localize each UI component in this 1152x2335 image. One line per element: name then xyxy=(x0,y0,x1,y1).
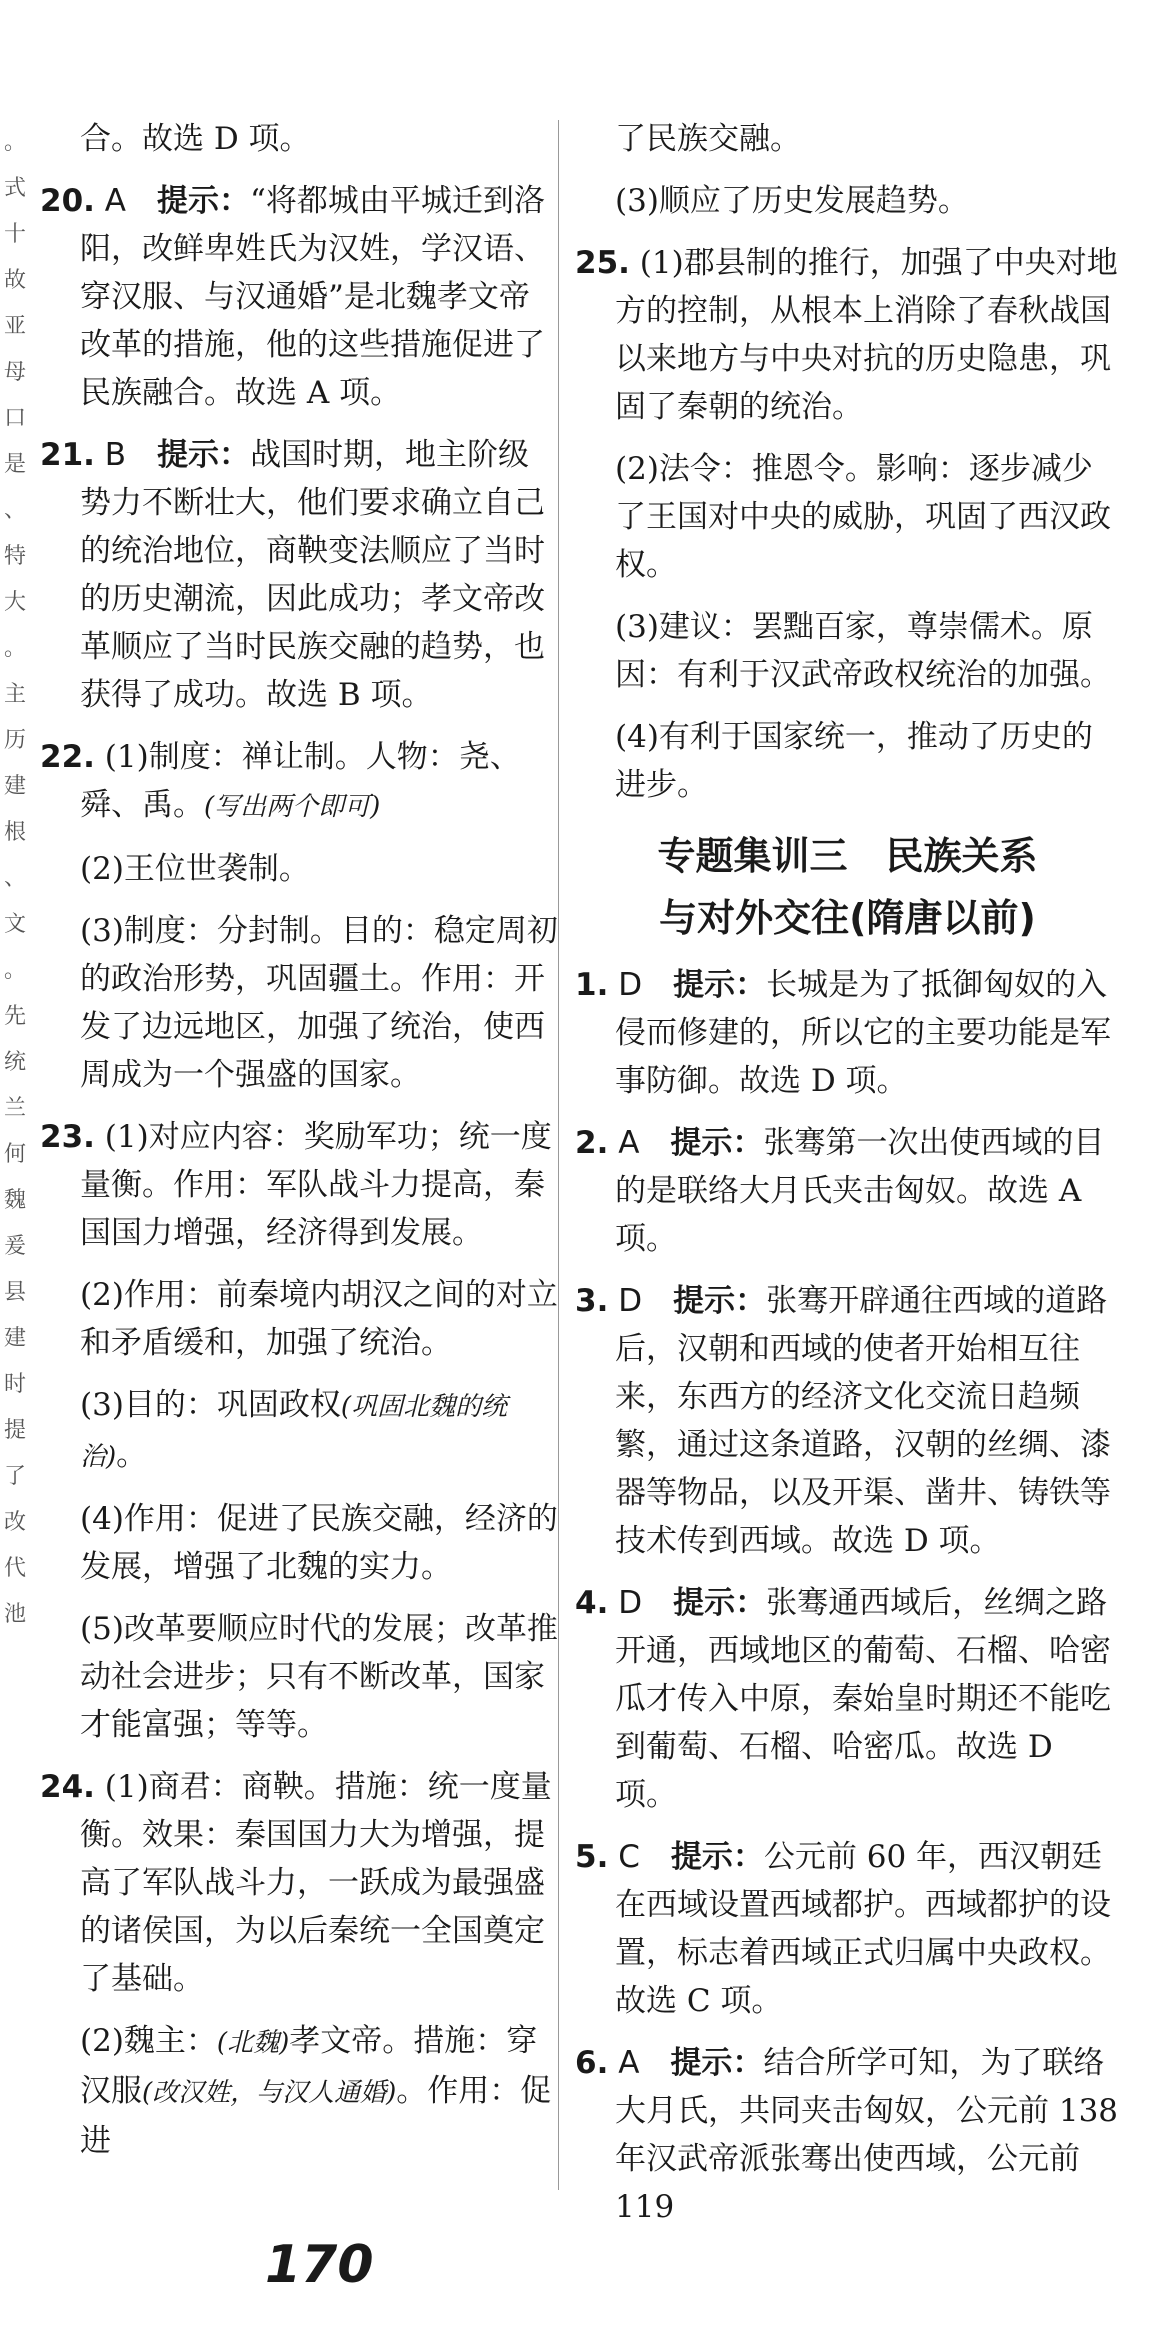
answer-line xyxy=(40,1271,560,1367)
answer-letter: D xyxy=(618,1283,643,1319)
answer-line xyxy=(40,1495,560,1591)
answer-text-tail: 。 xyxy=(116,1437,148,1473)
answer-line xyxy=(40,1605,560,1749)
answer-letter: A xyxy=(618,1125,640,1161)
section-heading-line1: 专题集训三 民族关系 xyxy=(657,834,1038,878)
hint-label: 提示： xyxy=(670,1125,764,1161)
answer-item xyxy=(40,1763,560,2003)
left-column xyxy=(40,115,560,2179)
answer-text: 结合所学可知，为了联络大月氏，共同夹击匈奴，公元前 138 年汉武帝派张骞出使西域，公元前 119 xyxy=(615,2045,1119,2225)
answer-letter: C xyxy=(618,1839,640,1875)
answer-text: 张骞通西域后，丝绸之路开通，西域地区的葡萄、石榴、哈密瓜才传入中原，秦始皇时期还不能吃到葡萄、石榴、哈密瓜。故选 D 项。 xyxy=(615,1585,1111,1813)
hint-label: 提示： xyxy=(670,2045,764,2081)
answer-text: (2)王位世袭制。 xyxy=(80,851,310,887)
hint-label: 提示： xyxy=(673,1585,767,1621)
answer-line xyxy=(575,713,1120,809)
answer-text: (3)制度：分封制。目的：稳定周初的政治形势，巩固疆土。作用：开发了边远地区，加强了统治，使西周成为一个强盛的国家。 xyxy=(80,913,558,1093)
answer-text: (2)作用：前秦境内胡汉之间的对立和矛盾缓和，加强了统治。 xyxy=(80,1277,558,1361)
answer-text: (3)建议：罢黜百家，尊崇儒术。原因：有利于汉武帝政权统治的加强。 xyxy=(615,609,1111,693)
question-number: 5. xyxy=(575,1839,609,1875)
hint-label: 提示： xyxy=(673,1283,767,1319)
answer-note: (写出两个即可) xyxy=(204,792,381,822)
answer-text: 战国时期，地主阶级势力不断壮大，他们要求确立自己的统治地位，商鞅变法顺应了当时的历史潮流，因此成功；孝文帝改革顺应了当时民族交融的趋势，也获得了成功。故选 B 项。 xyxy=(80,437,545,713)
question-number: 2. xyxy=(575,1125,609,1161)
answer-text: (4)作用：促进了民族交融，经济的发展，增强了北魏的实力。 xyxy=(80,1501,558,1585)
answer-text: 了民族交融。 xyxy=(615,121,801,157)
answer-text: 张骞第一次出使西域的目的是联络大月氏夹击匈奴。故选 A 项。 xyxy=(615,1125,1105,1257)
answer-text: (1)郡县制的推行，加强了中央对地方的控制，从根本上消除了春秋战国以来地方与中央对抗的历史隐患，巩固了秦朝的统治。 xyxy=(615,245,1118,425)
answer-text: (2)魏主： xyxy=(80,2023,217,2059)
right-column xyxy=(575,115,1120,2245)
answer-text: (1)制度：禅让制。人物：尧、舜、禹。 xyxy=(80,739,521,823)
answer-line xyxy=(575,177,1120,225)
answer-letter: D xyxy=(618,967,643,1003)
answer-item xyxy=(575,2039,1120,2231)
question-number: 21. xyxy=(40,437,95,473)
answer-text: (1)商君：商鞅。措施：统一度量衡。效果：秦国国力大为增强，提高了军队战斗力，一跃成为最强盛的诸侯国，为以后秦统一全国奠定了基础。 xyxy=(80,1769,552,1997)
question-number: 3. xyxy=(575,1283,609,1319)
right-top-answers xyxy=(575,115,1120,809)
page-number: 170 xyxy=(265,2235,374,2295)
answer-text: 长城是为了抵御匈奴的入侵而修建的，所以它的主要功能是军事防御。故选 D 项。 xyxy=(615,967,1111,1099)
answer-note: (改汉姓，与汉人通婚) xyxy=(142,2078,397,2108)
answer-item xyxy=(40,177,560,417)
answer-item xyxy=(575,961,1120,1105)
answer-text: 公元前 60 年，西汉朝廷在西域设置西域都护。西域都护的设置，标志着西域正式归属中央政权。故选 C 项。 xyxy=(615,1839,1111,2019)
question-number: 24. xyxy=(40,1769,95,1805)
answer-letter: A xyxy=(618,2045,640,2081)
answer-line xyxy=(40,1381,560,1481)
right-bottom-answers xyxy=(575,961,1120,2231)
answer-text: (1)对应内容：奖励军功；统一度量衡。作用：军队战斗力提高，秦国国力增强，经济得到发展。 xyxy=(80,1119,552,1251)
answer-line xyxy=(575,603,1120,699)
answer-line xyxy=(40,907,560,1099)
hint-label: 提示： xyxy=(670,1839,764,1875)
question-number: 1. xyxy=(575,967,609,1003)
hint-label: 提示： xyxy=(157,437,251,473)
answer-text: (4)有利于国家统一，推动了历史的进步。 xyxy=(615,719,1093,803)
question-number: 22. xyxy=(40,739,95,775)
question-number: 23. xyxy=(40,1119,95,1155)
answer-text: (5)改革要顺应时代的发展；改革推动社会进步；只有不断改革，国家才能富强；等等。 xyxy=(80,1611,558,1743)
answer-line xyxy=(575,115,1120,163)
answer-item xyxy=(575,1579,1120,1819)
section-heading xyxy=(575,825,1120,949)
left-margin-fragment: 。 式 十 故 亚 母 口 是 、 特 大 。 主 历 建 根 、 文 。 先 统 兰 何 魏 爰 县 建 时 提 了 改 代 池 xyxy=(3,130,26,1627)
answer-item xyxy=(575,1119,1120,1263)
answer-text: 合。故选 D 项。 xyxy=(80,121,311,157)
answer-text: (3)顺应了历史发展趋势。 xyxy=(615,183,969,219)
answer-item xyxy=(40,1113,560,1257)
answer-letter: D xyxy=(618,1585,643,1621)
hint-label: 提示： xyxy=(673,967,767,1003)
answer-text: (3)目的：巩固政权 xyxy=(80,1387,341,1423)
answer-text: “将都城由平城迁到洛阳，改鲜卑姓氏为汉姓，学汉语、穿汉服、与汉通婚”是北魏孝文帝改革的措施，他的这些措施促进了民族融合。故选 A 项。 xyxy=(80,183,545,411)
answer-item xyxy=(575,239,1120,431)
answer-item xyxy=(40,431,560,719)
answer-text: (2)法令：推恩令。影响：逐步减少了王国对中央的威胁，巩固了西汉政权。 xyxy=(615,451,1111,583)
answer-text: 张骞开辟通往西域的道路后，汉朝和西域的使者开始相互往来，东西方的经济文化交流日趋频繁，通过这条道路，汉朝的丝绸、漆器等物品，以及开渠、凿井、铸铁等技术传到西域。故选 D 项。 xyxy=(615,1283,1111,1559)
hint-label: 提示： xyxy=(157,183,250,219)
answer-line xyxy=(40,2017,560,2165)
answer-item xyxy=(575,1833,1120,2025)
answer-line xyxy=(40,115,560,163)
answer-letter: B xyxy=(104,437,127,473)
section-heading-line2: 与对外交往(隋唐以前) xyxy=(659,896,1036,940)
question-number: 6. xyxy=(575,2045,609,2081)
question-number: 20. xyxy=(40,183,95,219)
question-number: 4. xyxy=(575,1585,609,1621)
answer-line xyxy=(575,445,1120,589)
answer-text-tail: 。作用：促进 xyxy=(80,2073,552,2159)
answer-letter: A xyxy=(104,183,126,219)
answer-item xyxy=(40,733,560,831)
question-number: 25. xyxy=(575,245,630,281)
answer-note: (巩固北魏的统治) xyxy=(80,1392,508,1472)
answer-line xyxy=(40,845,560,893)
answer-text-tail: 孝文帝。措施：穿汉服 xyxy=(80,2023,538,2109)
answer-note: (北魏) xyxy=(216,2028,290,2058)
answer-item xyxy=(575,1277,1120,1565)
